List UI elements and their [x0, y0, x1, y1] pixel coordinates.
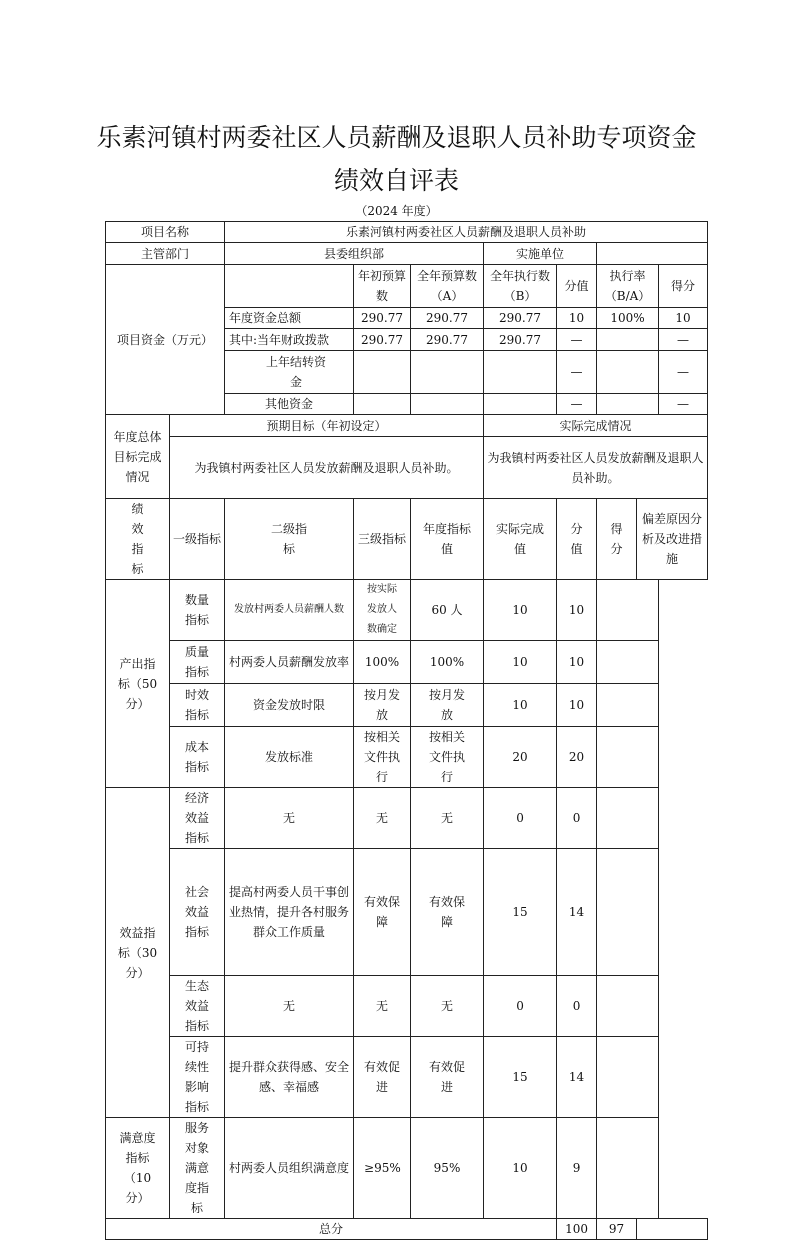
fund-cell: 290.77	[411, 329, 484, 351]
level3-indicator: 村两委人员薪酬发放率	[225, 641, 354, 684]
score: 10	[484, 580, 557, 641]
score: 15	[484, 849, 557, 976]
target-value: 按实际发放人数确定	[354, 580, 411, 641]
fund-cell: 290.77	[484, 308, 557, 329]
level1-indicator: 满意度指标（10分）	[106, 1118, 170, 1219]
actual-value: 95%	[411, 1118, 484, 1219]
perf-header: 得分	[597, 499, 637, 580]
got-score: 10	[557, 684, 597, 727]
deviation-note	[597, 1118, 659, 1219]
level3-indicator: 提高村两委人员干事创业热情，提升各村服务群众工作质量	[225, 849, 354, 976]
fund-cell: —	[659, 394, 708, 415]
level2-indicator: 社会效益指标	[170, 849, 225, 976]
label-impl: 实施单位	[484, 243, 597, 265]
score: 15	[484, 1037, 557, 1118]
actual-value: 按相关文件执行	[411, 727, 484, 788]
fund-cell: —	[557, 351, 597, 394]
actual-value: 60 人	[411, 580, 484, 641]
fund-row-name: 年度资金总额	[225, 308, 354, 329]
level3-indicator: 村两委人员组织满意度	[225, 1118, 354, 1219]
level2-indicator: 时效指标	[170, 684, 225, 727]
score: 10	[484, 1118, 557, 1219]
blank-cell	[225, 265, 354, 308]
actual-value: 100%	[411, 641, 484, 684]
fund-row-name: 其中:当年财政拨款	[225, 329, 354, 351]
level2-indicator: 经济效益指标	[170, 788, 225, 849]
impl	[597, 243, 708, 265]
perf-header: 偏差原因分析及改进措施	[637, 499, 708, 580]
target-value: 无	[354, 788, 411, 849]
label-funds: 项目资金（万元）	[106, 265, 225, 415]
deviation-note	[597, 976, 659, 1037]
fund-row-name: 上年结转资金	[225, 351, 354, 394]
perf-header: 分值	[557, 499, 597, 580]
target-value: 有效促进	[354, 1037, 411, 1118]
fund-cell: 100%	[597, 308, 659, 329]
fund-cell: —	[557, 394, 597, 415]
deviation-note	[597, 684, 659, 727]
level2-indicator: 服务对象满意度指标	[170, 1118, 225, 1219]
deviation-note	[597, 727, 659, 788]
fund-cell: 290.77	[354, 308, 411, 329]
fund-header: 执行率（B/A）	[597, 265, 659, 308]
perf-header: 三级指标	[354, 499, 411, 580]
deviation-note	[597, 849, 659, 976]
deviation-note	[597, 580, 659, 641]
level3-indicator: 资金发放时限	[225, 684, 354, 727]
got-score: 14	[557, 1037, 597, 1118]
label-dept: 主管部门	[106, 243, 225, 265]
indicator-row	[106, 580, 708, 641]
level2-indicator: 生态效益指标	[170, 976, 225, 1037]
perf-header: 实际完成值	[484, 499, 557, 580]
fund-header: 分值	[557, 265, 597, 308]
score: 10	[484, 684, 557, 727]
indicator-row	[106, 641, 708, 684]
fund-cell	[484, 394, 557, 415]
got-score: 10	[557, 641, 597, 684]
got-score: 0	[557, 788, 597, 849]
project-name: 乐素河镇村两委社区人员薪酬及退职人员补助	[225, 222, 708, 243]
indicator-row	[106, 976, 708, 1037]
fund-cell: —	[659, 351, 708, 394]
level3-indicator: 发放村两委人员薪酬人数	[225, 580, 354, 641]
got-score: 9	[557, 1118, 597, 1219]
fund-header: 年初预算数	[354, 265, 411, 308]
got-score: 10	[557, 580, 597, 641]
fund-cell	[354, 394, 411, 415]
total-row	[106, 1219, 708, 1240]
got-score: 14	[557, 849, 597, 976]
level3-indicator: 无	[225, 788, 354, 849]
fund-cell	[597, 394, 659, 415]
fund-header: 得分	[659, 265, 708, 308]
level1-indicator: 产出指标（50分）	[106, 580, 170, 788]
actual-value: 有效保障	[411, 849, 484, 976]
dept: 县委组织部	[225, 243, 484, 265]
actual-value: 按月发放	[411, 684, 484, 727]
label-perf: 绩效指标	[106, 499, 170, 580]
actual-value: 无	[411, 788, 484, 849]
indicator-row	[106, 788, 708, 849]
total-score: 100	[557, 1219, 597, 1240]
fund-cell	[597, 329, 659, 351]
level2-indicator: 数量指标	[170, 580, 225, 641]
fund-cell: 290.77	[411, 308, 484, 329]
deviation-note	[597, 641, 659, 684]
got-score: 20	[557, 727, 597, 788]
fund-header: 全年执行数（B）	[484, 265, 557, 308]
label-goals: 年度总体目标完成情况	[106, 415, 170, 499]
expected-goal: 为我镇村两委社区人员发放薪酬及退职人员补助。	[170, 437, 484, 499]
fund-cell: 10	[557, 308, 597, 329]
fund-cell: —	[557, 329, 597, 351]
deviation-note	[597, 788, 659, 849]
doc-title-line1: 乐素河镇村两委社区人员薪酬及退职人员补助专项资金	[96, 123, 697, 152]
indicator-row	[106, 684, 708, 727]
fund-cell: 10	[659, 308, 708, 329]
fund-cell	[411, 394, 484, 415]
deviation-note	[597, 1037, 659, 1118]
perf-header: 一级指标	[170, 499, 225, 580]
fund-cell: 290.77	[354, 329, 411, 351]
score: 0	[484, 788, 557, 849]
indicator-row	[106, 727, 708, 788]
score: 0	[484, 976, 557, 1037]
score: 20	[484, 727, 557, 788]
fund-cell	[411, 351, 484, 394]
level2-indicator: 可持续性影响指标	[170, 1037, 225, 1118]
total-note	[637, 1219, 708, 1240]
total-label: 总分	[106, 1219, 557, 1240]
label-project-name: 项目名称	[106, 222, 225, 243]
score: 10	[484, 641, 557, 684]
level3-indicator: 无	[225, 976, 354, 1037]
fund-cell: —	[659, 329, 708, 351]
actual-goal: 为我镇村两委社区人员发放薪酬及退职人员补助。	[484, 437, 708, 499]
perf-header: 年度指标值	[411, 499, 484, 580]
level3-indicator: 发放标准	[225, 727, 354, 788]
evaluation-table	[105, 221, 708, 1240]
target-value: 有效保障	[354, 849, 411, 976]
total-got: 97	[597, 1219, 637, 1240]
level1-indicator: 效益指标（30分）	[106, 788, 170, 1118]
perf-header: 二级指标	[225, 499, 354, 580]
target-value: 按月发放	[354, 684, 411, 727]
indicator-row	[106, 849, 708, 976]
fund-cell	[354, 351, 411, 394]
label-actual: 实际完成情况	[484, 415, 708, 437]
target-value: 无	[354, 976, 411, 1037]
level3-indicator: 提升群众获得感、安全感、幸福感	[225, 1037, 354, 1118]
doc-year: （2024 年度）	[355, 204, 438, 218]
actual-value: 有效促进	[411, 1037, 484, 1118]
indicator-row	[106, 1118, 708, 1219]
doc-title-line2: 绩效自评表	[333, 166, 459, 195]
level2-indicator: 质量指标	[170, 641, 225, 684]
got-score: 0	[557, 976, 597, 1037]
target-value: 100%	[354, 641, 411, 684]
target-value: 按相关文件执行	[354, 727, 411, 788]
fund-header: 全年预算数（A）	[411, 265, 484, 308]
fund-cell	[484, 351, 557, 394]
level2-indicator: 成本指标	[170, 727, 225, 788]
label-expected: 预期目标（年初设定）	[170, 415, 484, 437]
indicator-row	[106, 1037, 708, 1118]
target-value: ≥95%	[354, 1118, 411, 1219]
actual-value: 无	[411, 976, 484, 1037]
fund-row-name: 其他资金	[225, 394, 354, 415]
fund-cell	[597, 351, 659, 394]
fund-cell: 290.77	[484, 329, 557, 351]
